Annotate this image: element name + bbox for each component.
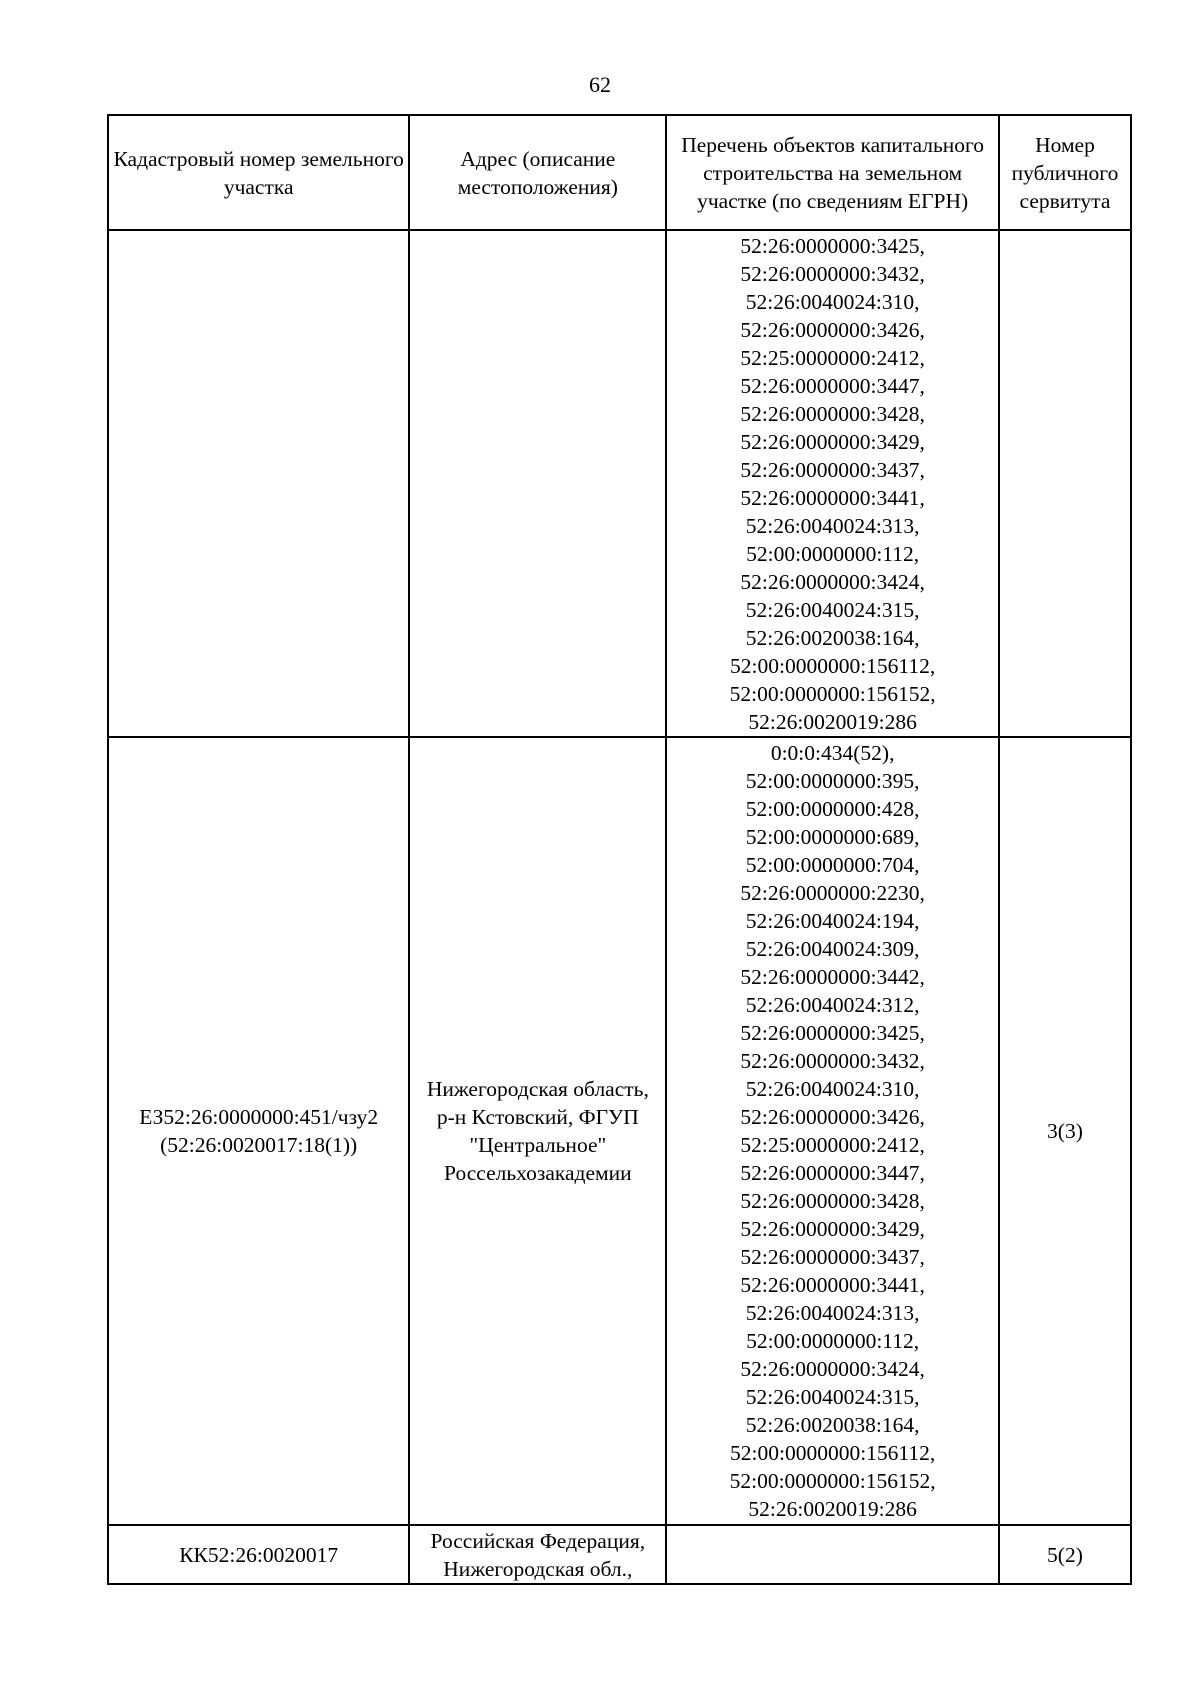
servitude-number-cell: 5(2)	[999, 1525, 1131, 1584]
object-cadastral-number: 52:26:0000000:3429,	[740, 1217, 925, 1241]
object-cadastral-number: 52:26:0000000:3428,	[740, 1189, 925, 1213]
object-cadastral-number: 52:26:0000000:3428,	[740, 401, 925, 426]
object-cadastral-number: 52:26:0000000:3442,	[740, 965, 925, 989]
object-cadastral-number: 52:26:0000000:3432,	[740, 1049, 925, 1073]
object-cadastral-number: 52:00:0000000:112,	[746, 1329, 920, 1353]
object-cadastral-number: 52:00:0000000:395,	[745, 769, 920, 793]
cadastral-number-cell: ЕЗ52:26:0000000:451/чзу2 (52:26:0020017:18(1))	[108, 737, 409, 1525]
header-cadastral-number: Кадастровый номер земельного участка	[108, 115, 409, 230]
object-cadastral-number: 52:26:0020038:164,	[745, 1413, 920, 1437]
object-cadastral-number: 52:00:0000000:156112,	[730, 653, 936, 678]
object-cadastral-number: 52:26:0000000:3425,	[740, 233, 925, 258]
object-cadastral-number: 52:26:0000000:3429,	[740, 429, 925, 454]
object-cadastral-number: 0:0:0:434(52),	[770, 741, 895, 765]
address-cell: Российская Федерация, Нижегородская обл.,	[409, 1525, 666, 1584]
object-cadastral-number: 52:26:0020038:164,	[745, 625, 920, 650]
object-cadastral-number: 52:00:0000000:689,	[745, 825, 920, 849]
address-cell: Нижегородская область, р-н Кстовский, ФГУП "Центральное" Россельхозакадемии	[409, 737, 666, 1525]
object-cadastral-number: 52:26:0000000:3426,	[740, 1105, 925, 1129]
object-cadastral-number: 52:26:0000000:2230,	[740, 881, 925, 905]
object-cadastral-number: 52:26:0000000:3426,	[740, 317, 925, 342]
table-header-row	[108, 115, 1131, 230]
address-cell	[409, 230, 666, 737]
object-cadastral-number: 52:26:0040024:310,	[745, 289, 920, 314]
object-cadastral-number: 52:25:0000000:2412,	[740, 345, 925, 370]
table-row	[108, 1525, 1131, 1584]
object-cadastral-number: 52:26:0000000:3437,	[740, 1245, 925, 1269]
object-cadastral-number: 52:00:0000000:156112,	[730, 1441, 936, 1465]
object-cadastral-number: 52:26:0040024:194,	[745, 909, 920, 933]
object-cadastral-number: 52:00:0000000:156152,	[729, 681, 936, 706]
object-cadastral-number: 52:26:0000000:3432,	[740, 261, 925, 286]
object-cadastral-number: 52:00:0000000:428,	[745, 797, 920, 821]
object-cadastral-number: 52:26:0040024:312,	[745, 993, 920, 1017]
object-cadastral-number: 52:26:0000000:3424,	[740, 1357, 925, 1381]
object-cadastral-number: 52:00:0000000:704,	[745, 853, 920, 877]
objects-cell	[666, 230, 999, 737]
object-cadastral-number: 52:26:0020019:286	[748, 1497, 917, 1521]
table-row	[108, 737, 1131, 1525]
object-cadastral-number: 52:26:0040024:309,	[745, 937, 920, 961]
object-cadastral-number: 52:26:0000000:3437,	[740, 457, 925, 482]
object-cadastral-number: 52:26:0000000:3441,	[740, 1273, 925, 1297]
object-cadastral-number: 52:26:0000000:3424,	[740, 569, 925, 594]
objects-cell	[666, 1525, 999, 1584]
table-row	[108, 230, 1131, 737]
header-servitude-number: Номер публичного сервитута	[999, 115, 1131, 230]
object-cadastral-number: 52:26:0000000:3447,	[740, 373, 925, 398]
servitude-table	[107, 114, 1132, 1585]
object-cadastral-number: 52:00:0000000:112,	[746, 541, 920, 566]
object-cadastral-number: 52:26:0000000:3425,	[740, 1021, 925, 1045]
page-number: 62	[589, 72, 611, 97]
object-cadastral-number: 52:26:0000000:3447,	[740, 1161, 925, 1185]
objects-cell	[666, 737, 999, 1525]
object-cadastral-number: 52:26:0040024:315,	[745, 1385, 920, 1409]
object-cadastral-number: 52:26:0040024:310,	[745, 1077, 920, 1101]
cadastral-number-cell	[108, 230, 409, 737]
object-cadastral-number: 52:25:0000000:2412,	[740, 1133, 925, 1157]
servitude-number-cell: 3(3)	[999, 737, 1131, 1525]
object-cadastral-number: 52:26:0020019:286	[748, 709, 917, 734]
object-cadastral-number: 52:26:0040024:313,	[745, 1301, 920, 1325]
servitude-number-cell	[999, 230, 1131, 737]
header-address: Адрес (описание местоположения)	[409, 115, 666, 230]
object-cadastral-number: 52:00:0000000:156152,	[729, 1469, 936, 1493]
cadastral-number-cell: КК52:26:0020017	[108, 1525, 409, 1584]
object-cadastral-number: 52:26:0000000:3441,	[740, 485, 925, 510]
object-cadastral-number: 52:26:0040024:315,	[745, 597, 920, 622]
object-cadastral-number: 52:26:0040024:313,	[745, 513, 920, 538]
header-objects-list: Перечень объектов капитального строительства на земельном участке (по сведениям ЕГРН)	[666, 115, 999, 230]
